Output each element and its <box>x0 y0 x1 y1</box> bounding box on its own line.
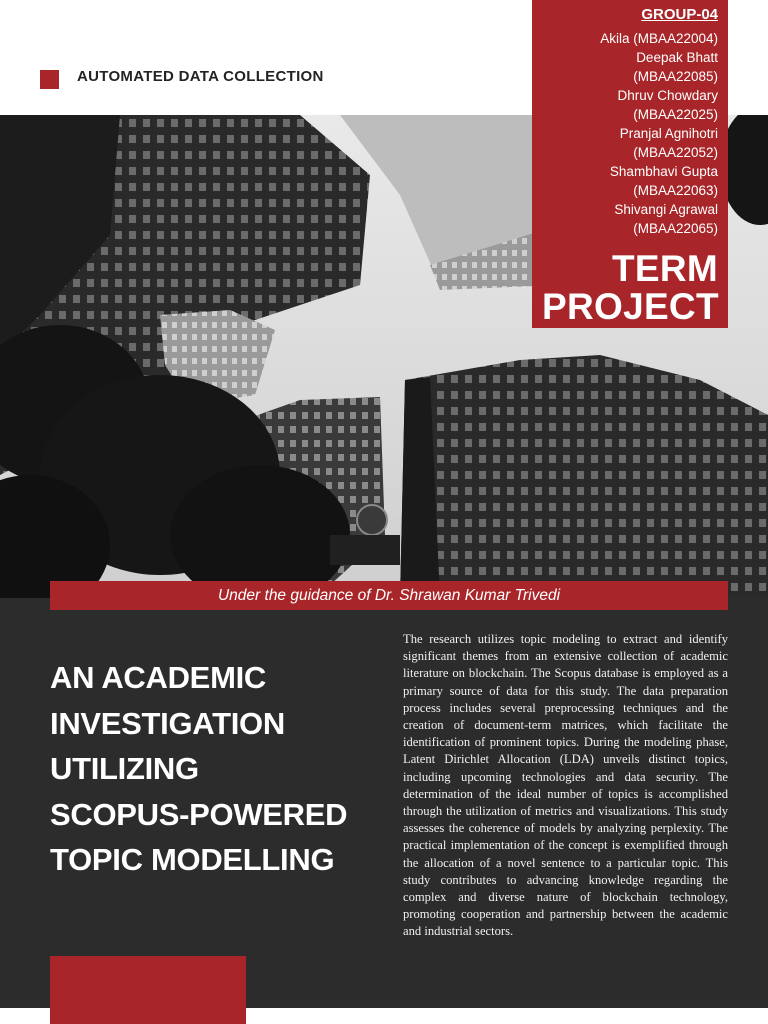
header-square-accent <box>40 70 59 89</box>
title-line: SCOPUS-POWERED <box>50 796 348 832</box>
abstract-text: The research utilizes topic modeling to extract and identify significant themes from an extensive collection of academic literature on blockchain. The Scopus database is employed as a primary source of data for this study. The data preparation process includes several preprocessing techniques and the creation of document-term matrices, which facilitate the identification of prominent topics. During the modeling phase, Latent Dirichlet Allocation (LDA) unveils distinct topics, including upcoming technologies and data security. The determination of the ideal number of topics is accomplished through the utilization of metrics and visualizations. This study assesses the coherence of models by analyzing perplexity. The practical implementation of the concept is exemplified through the allocation of a novel sentence to a particular topic. This study contributes to advancing knowledge regarding the complex and diverse nature of blockchain technology, promoting cooperation and partnership between the academic and industrial sectors. <box>403 632 728 939</box>
header-label: AUTOMATED DATA COLLECTION <box>77 68 324 85</box>
member-line: Shambhavi Gupta <box>609 164 718 179</box>
bottom-accent-block <box>50 956 246 1024</box>
title-line: UTILIZING <box>50 751 199 786</box>
member-line: Akila (MBAA22004) <box>600 31 718 46</box>
group-panel <box>532 0 728 328</box>
title-line: INVESTIGATION <box>50 705 285 741</box>
member-line: (MBAA22085) <box>633 69 718 84</box>
member-line: Pranjal Agnihotri <box>619 126 718 141</box>
member-line: (MBAA22052) <box>633 145 718 160</box>
title-line: TOPIC MODELLING <box>50 842 335 877</box>
project-line: PROJECT <box>542 286 719 327</box>
term-line: TERM <box>611 248 718 289</box>
member-line: (MBAA22065) <box>633 221 718 236</box>
term-project-heading <box>542 250 718 326</box>
member-line: Dhruv Chowdary <box>617 88 718 103</box>
guidance-banner: Under the guidance of Dr. Shrawan Kumar Trivedi <box>50 581 728 610</box>
main-title <box>50 655 380 883</box>
member-line: (MBAA22025) <box>633 107 718 122</box>
group-title: GROUP-04 <box>641 6 718 23</box>
title-line: AN ACADEMIC <box>50 660 266 695</box>
member-line: Shivangi Agrawal <box>614 202 718 217</box>
member-line: Deepak Bhatt <box>636 50 718 65</box>
member-line: (MBAA22063) <box>633 183 718 198</box>
